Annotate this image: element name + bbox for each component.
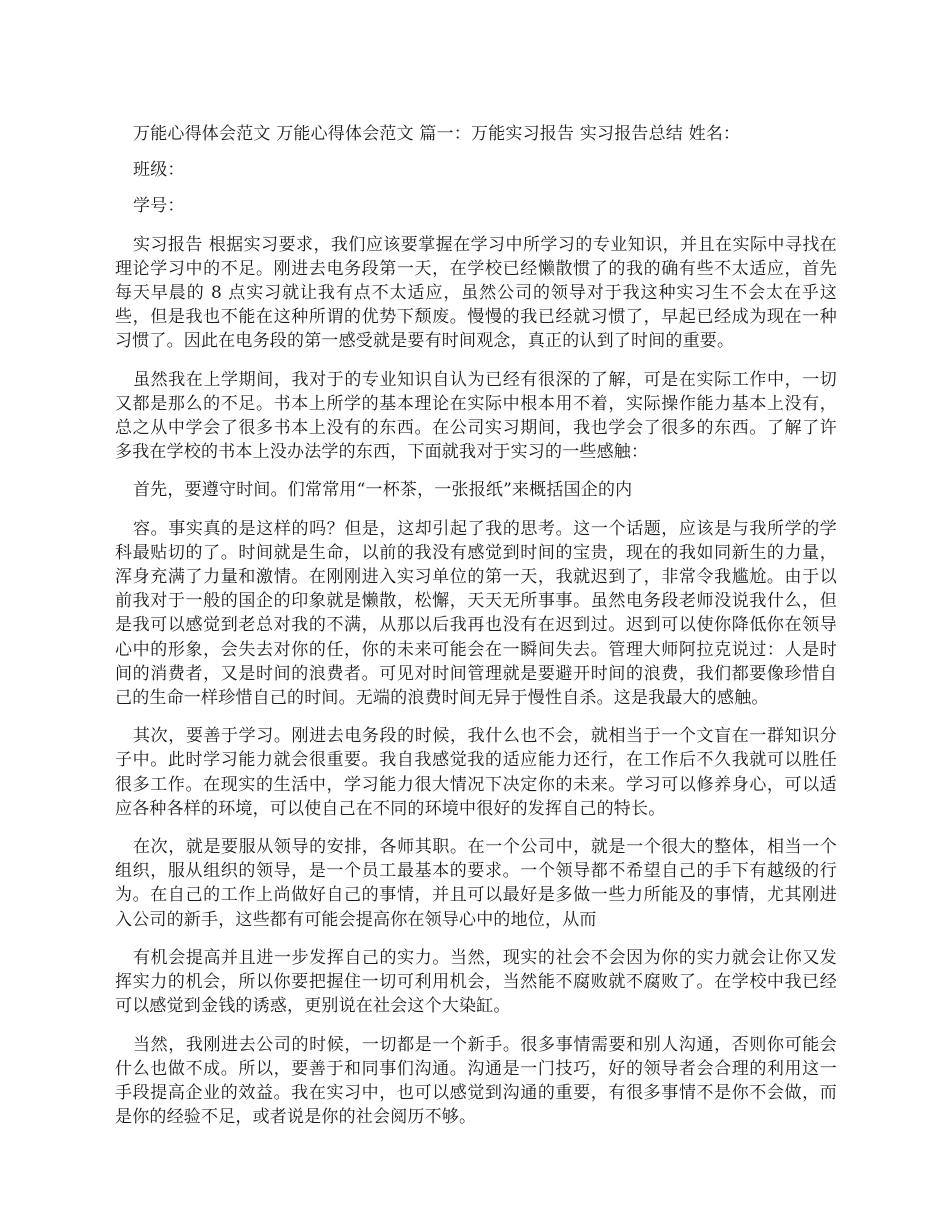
body-paragraph: 有机会提高并且进一步发挥自己的实力。当然，现实的社会不会因为你的实力就会让你又发挥实力的机会，所以你要把握住一切可利用机会，当然能不腐败就不腐败了。在学校中我已经可以感觉到金钱的诱惑，更别说在社会这个大染缸。 <box>115 947 837 1017</box>
body-paragraph: 实习报告 根据实习要求，我们应该要掌握在学习中所学习的专业知识，并且在实际中寻找在理论学习中的不足。刚进去电务段第一天，在学校已经懒散惯了的我的确有些不太适应，首先每天早晨的 8 点实习就让我有点不太适应，虽然公司的领导对于我这种实习生不会太在乎这些，但是我也不能在这种所谓的优势下颓废。慢慢的我已经就习惯了，早起已经成为现在一种习惯了。因此在电务段的第一感受就是要有时间观念，真正的认到了时间的重要。 <box>115 234 837 352</box>
body-paragraph: 在次，就是要服从领导的安排，各师其职。在一个公司中，就是一个很大的整体，相当一个组织，服从组织的领导，是一个员工最基本的要求。一个领导都不希望自己的手下有越级的行为。在自己的工作上尚做好自己的事情，并且可以最好是多做一些力所能及的事情，尤其刚进入公司的新手，这些都有可能会提高你在领导心中的地位，从而 <box>115 837 837 930</box>
student-id-field-label: 学号： <box>133 196 185 217</box>
body-paragraph: 其次，要善于学习。刚进去电务段的时候，我什么也不会，就相当于一个文盲在一群知识分子中。此时学习能力就会很重要。我自我感觉我的适应能力还行，在工作后不久我就可以胜任很多工作。在现实的生活中，学习能力很大情况下决定你的未来。学习可以修养身心，可以适应各种各样的环境，可以使自己在不同的环境中很好的发挥自己的特长。 <box>115 726 837 819</box>
class-field-label: 班级： <box>133 160 185 181</box>
document-page <box>115 122 837 1143</box>
title-line: 万能心得体会范文 万能心得体会范文 篇一：万能实习报告 实习报告总结 姓名： <box>133 124 741 144</box>
body-paragraph: 虽然我在上学期间，我对于的专业知识自认为已经有很深的了解，可是在实际工作中，一切又都是那么的不足。书本上所学的基本理论在实际中根本用不着，实际操作能力基本上没有，总之从中学会了很多书本上没有的东西。在公司实习期间，我也学会了很多的东西。了解了许多我在学校的书本上没办法学的东西，下面就我对于实习的一些感触： <box>115 369 837 463</box>
body-paragraph: 首先，要遵守时间。们常常用“一杯茶，一张报纸”来概括国企的内 <box>133 480 633 501</box>
body-paragraph: 当然，我刚进去公司的时候，一切都是一个新手。很多事情需要和别人沟通，否则你可能会什么也做不成。所以，要善于和同事们沟通。沟通是一门技巧，好的领导者会合理的利用这一手段提高企业的效益。我在实习中，也可以感觉到沟通的重要，有很多事情不是你不会做，而是你的经验不足，或者说是你的社会阅历不够。 <box>115 1034 837 1128</box>
body-paragraph: 容。事实真的是这样的吗？但是，这却引起了我的思考。这一个话题，应该是与我所学的学科最贴切的了。时间就是生命，以前的我没有感觉到时间的宝贵，现在的我如同新生的力量，浑身充满了力量和激情。在刚刚进入实习单位的第一天，我就迟到了，非常令我尴尬。由于以前我对于一般的国企的印象就是懒散，松懈，天天无所事事。虽然电务段老师没说我什么，但是我可以感觉到老总对我的不满，从那以后我再也没有在迟到过。迟到可以使你降低你在领导心中的形象，会失去对你的任，你的未来可能会在一瞬间失去。管理大师阿拉克说过：人是时间的消费者，又是时间的浪费者。可见对时间管理就是要避开时间的浪费，我们都要像珍惜自己的生命一样珍惜自己的时间。无端的浪费时间无异于慢性自杀。这是我最大的感触。 <box>115 518 837 709</box>
